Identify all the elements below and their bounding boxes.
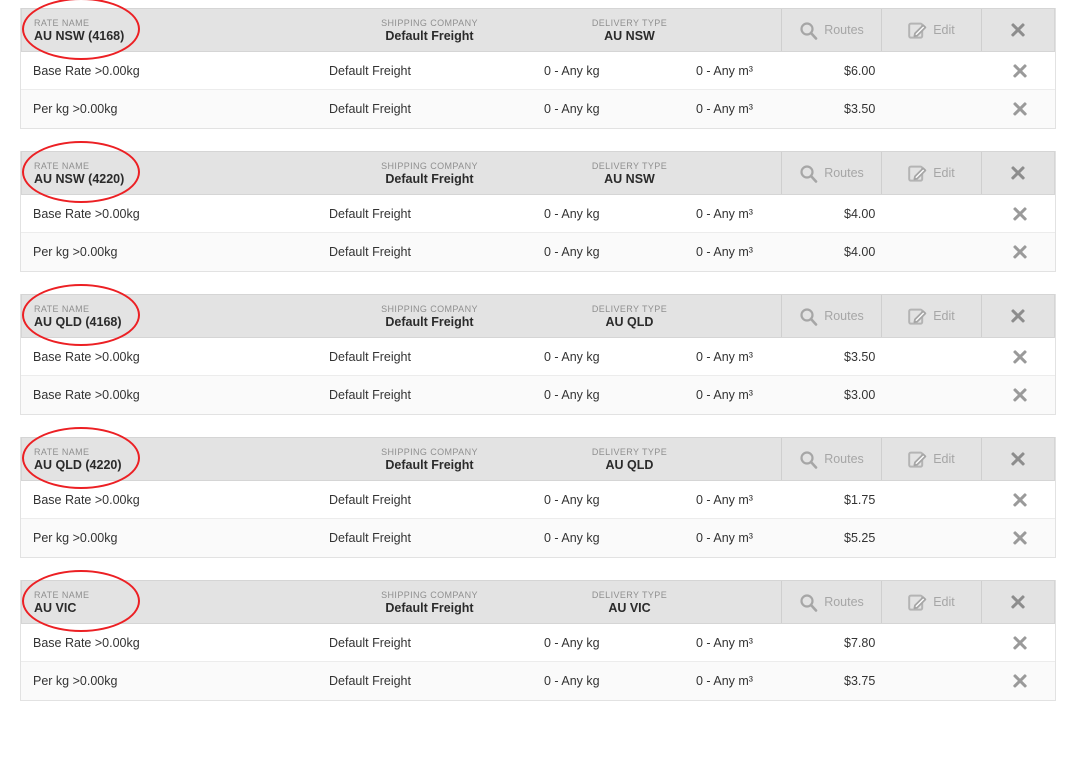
shipping-company-cell xyxy=(322,9,537,51)
edit-button[interactable] xyxy=(881,438,981,480)
rate-group xyxy=(20,151,1056,272)
delete-row-button[interactable] xyxy=(984,492,1055,508)
header-spacer xyxy=(722,581,781,623)
close-x-icon xyxy=(1012,492,1028,508)
shipping-company-value: Default Freight xyxy=(385,600,474,615)
shipping-company-value: Default Freight xyxy=(385,314,474,329)
edit-pencil-icon xyxy=(908,307,927,326)
row-weight-range: 0 - Any kg xyxy=(544,674,600,688)
close-x-icon xyxy=(1012,635,1028,651)
row-rate-name: Per kg >0.00kg xyxy=(33,245,118,259)
rate-group-header xyxy=(21,8,1055,52)
delete-row-button[interactable] xyxy=(984,673,1055,689)
delete-row-button[interactable] xyxy=(984,101,1055,117)
row-rate-name: Base Rate >0.00kg xyxy=(33,492,140,507)
routes-button[interactable] xyxy=(781,295,881,337)
row-rate-name: Per kg >0.00kg xyxy=(33,674,118,688)
row-price: $1.75 xyxy=(844,492,876,507)
table-row xyxy=(21,52,1055,90)
search-icon xyxy=(799,164,818,183)
edit-button-label: Edit xyxy=(933,309,955,323)
row-price: $3.75 xyxy=(844,674,876,688)
edit-pencil-icon xyxy=(908,593,927,612)
row-rate-name: Base Rate >0.00kg xyxy=(33,206,140,221)
row-volume-range: 0 - Any m³ xyxy=(696,388,753,402)
routes-button-label: Routes xyxy=(824,23,864,37)
delivery-type-label: DELIVERY TYPE xyxy=(591,589,668,600)
close-x-icon xyxy=(1010,308,1026,324)
header-spacer xyxy=(722,152,781,194)
close-x-icon xyxy=(1012,673,1028,689)
search-icon xyxy=(799,593,818,612)
table-row xyxy=(21,233,1055,271)
row-price: $6.00 xyxy=(844,63,876,78)
search-icon xyxy=(799,21,818,40)
edit-pencil-icon xyxy=(908,21,927,40)
row-volume-range: 0 - Any m³ xyxy=(696,492,753,507)
row-shipping-company: Default Freight xyxy=(329,492,411,507)
routes-button-label: Routes xyxy=(824,309,864,323)
rate-name-cell xyxy=(22,581,322,623)
close-x-icon xyxy=(1012,244,1028,260)
edit-button[interactable] xyxy=(881,581,981,623)
rate-group xyxy=(20,437,1056,558)
shipping-company-label: SHIPPING COMPANY xyxy=(381,589,478,600)
row-volume-range: 0 - Any m³ xyxy=(696,635,753,650)
delete-row-button[interactable] xyxy=(984,206,1055,222)
edit-pencil-icon xyxy=(908,450,927,469)
row-weight-range: 0 - Any kg xyxy=(544,206,600,221)
rate-group-header xyxy=(21,580,1055,624)
row-weight-range: 0 - Any kg xyxy=(544,102,600,116)
delivery-type-value: AU VIC xyxy=(608,600,651,615)
row-price: $4.00 xyxy=(844,245,876,259)
close-x-icon xyxy=(1012,387,1028,403)
delete-row-button[interactable] xyxy=(984,530,1055,546)
row-price: $3.50 xyxy=(844,102,876,116)
routes-button-label: Routes xyxy=(824,166,864,180)
row-shipping-company: Default Freight xyxy=(329,102,411,116)
delete-row-button[interactable] xyxy=(984,63,1055,79)
close-x-icon xyxy=(1010,594,1026,610)
table-row xyxy=(21,519,1055,557)
routes-button[interactable] xyxy=(781,581,881,623)
shipping-company-cell xyxy=(322,581,537,623)
delivery-type-value: AU QLD xyxy=(605,457,654,472)
rate-group-header xyxy=(21,437,1055,481)
row-rate-name: Per kg >0.00kg xyxy=(33,531,118,545)
delivery-type-value: AU NSW xyxy=(604,28,655,43)
row-weight-range: 0 - Any kg xyxy=(544,245,600,259)
rate-name-cell xyxy=(22,152,322,194)
delivery-type-cell xyxy=(537,295,722,337)
delivery-type-cell xyxy=(537,581,722,623)
rate-group xyxy=(20,580,1056,701)
rate-name-value: AU VIC xyxy=(34,600,77,615)
row-shipping-company: Default Freight xyxy=(329,388,411,402)
delivery-type-label: DELIVERY TYPE xyxy=(591,160,668,171)
row-price: $5.25 xyxy=(844,531,876,545)
rate-name-value: AU NSW (4220) xyxy=(34,171,125,186)
row-rate-name: Base Rate >0.00kg xyxy=(33,635,140,650)
routes-button[interactable] xyxy=(781,9,881,51)
shipping-company-cell xyxy=(322,438,537,480)
row-price: $7.80 xyxy=(844,635,876,650)
table-row xyxy=(21,481,1055,519)
delete-row-button[interactable] xyxy=(984,349,1055,365)
table-row xyxy=(21,624,1055,662)
delivery-type-label: DELIVERY TYPE xyxy=(591,446,668,457)
rate-name-cell xyxy=(22,438,322,480)
edit-button-label: Edit xyxy=(933,452,955,466)
rate-group-header xyxy=(21,294,1055,338)
shipping-company-value: Default Freight xyxy=(385,457,474,472)
row-weight-range: 0 - Any kg xyxy=(544,63,600,78)
row-price: $3.50 xyxy=(844,349,876,364)
row-volume-range: 0 - Any m³ xyxy=(696,531,753,545)
delivery-type-cell xyxy=(537,9,722,51)
rate-groups-list xyxy=(20,8,1056,701)
row-weight-range: 0 - Any kg xyxy=(544,349,600,364)
row-rate-name: Base Rate >0.00kg xyxy=(33,388,140,402)
delivery-type-cell xyxy=(537,152,722,194)
delivery-type-value: AU QLD xyxy=(605,314,654,329)
table-row xyxy=(21,662,1055,700)
rate-group xyxy=(20,294,1056,415)
close-x-icon xyxy=(1010,451,1026,467)
delete-group-button[interactable] xyxy=(981,581,1054,623)
shipping-company-value: Default Freight xyxy=(385,28,474,43)
header-spacer xyxy=(722,438,781,480)
search-icon xyxy=(799,450,818,469)
close-x-icon xyxy=(1010,22,1026,38)
rate-name-cell xyxy=(22,295,322,337)
edit-button[interactable] xyxy=(881,295,981,337)
row-rate-name: Per kg >0.00kg xyxy=(33,102,118,116)
shipping-company-cell xyxy=(322,295,537,337)
rate-name-label: RATE NAME xyxy=(34,303,90,314)
table-row xyxy=(21,195,1055,233)
rate-name-value: AU QLD (4220) xyxy=(34,457,122,472)
row-weight-range: 0 - Any kg xyxy=(544,531,600,545)
close-x-icon xyxy=(1010,165,1026,181)
delivery-type-cell xyxy=(537,438,722,480)
rate-name-label: RATE NAME xyxy=(34,160,90,171)
rate-name-label: RATE NAME xyxy=(34,446,90,457)
table-row xyxy=(21,90,1055,128)
close-x-icon xyxy=(1012,206,1028,222)
table-row xyxy=(21,376,1055,414)
search-icon xyxy=(799,307,818,326)
rate-group xyxy=(20,8,1056,129)
row-price: $3.00 xyxy=(844,388,876,402)
rate-name-value: AU QLD (4168) xyxy=(34,314,122,329)
row-volume-range: 0 - Any m³ xyxy=(696,206,753,221)
row-rate-name: Base Rate >0.00kg xyxy=(33,63,140,78)
shipping-company-label: SHIPPING COMPANY xyxy=(381,160,478,171)
rate-name-value: AU NSW (4168) xyxy=(34,28,125,43)
shipping-company-label: SHIPPING COMPANY xyxy=(381,303,478,314)
edit-button[interactable] xyxy=(881,9,981,51)
row-shipping-company: Default Freight xyxy=(329,349,411,364)
close-x-icon xyxy=(1012,63,1028,79)
shipping-company-cell xyxy=(322,152,537,194)
routes-button-label: Routes xyxy=(824,595,864,609)
close-x-icon xyxy=(1012,101,1028,117)
row-price: $4.00 xyxy=(844,206,876,221)
edit-button-label: Edit xyxy=(933,166,955,180)
row-volume-range: 0 - Any m³ xyxy=(696,102,753,116)
rate-group-header xyxy=(21,151,1055,195)
row-weight-range: 0 - Any kg xyxy=(544,388,600,402)
shipping-company-value: Default Freight xyxy=(385,171,474,186)
delete-group-button[interactable] xyxy=(981,295,1054,337)
routes-button[interactable] xyxy=(781,152,881,194)
row-shipping-company: Default Freight xyxy=(329,531,411,545)
row-shipping-company: Default Freight xyxy=(329,635,411,650)
shipping-company-label: SHIPPING COMPANY xyxy=(381,446,478,457)
delete-row-button[interactable] xyxy=(984,387,1055,403)
delete-row-button[interactable] xyxy=(984,635,1055,651)
edit-pencil-icon xyxy=(908,164,927,183)
delivery-type-value: AU NSW xyxy=(604,171,655,186)
row-shipping-company: Default Freight xyxy=(329,206,411,221)
row-volume-range: 0 - Any m³ xyxy=(696,349,753,364)
delete-group-button[interactable] xyxy=(981,438,1054,480)
delete-row-button[interactable] xyxy=(984,244,1055,260)
header-spacer xyxy=(722,9,781,51)
shipping-company-label: SHIPPING COMPANY xyxy=(381,17,478,28)
close-x-icon xyxy=(1012,530,1028,546)
row-weight-range: 0 - Any kg xyxy=(544,492,600,507)
rate-name-cell xyxy=(22,9,322,51)
table-row xyxy=(21,338,1055,376)
row-shipping-company: Default Freight xyxy=(329,674,411,688)
routes-button[interactable] xyxy=(781,438,881,480)
delete-group-button[interactable] xyxy=(981,9,1054,51)
row-rate-name: Base Rate >0.00kg xyxy=(33,349,140,364)
rate-name-label: RATE NAME xyxy=(34,17,90,28)
row-shipping-company: Default Freight xyxy=(329,245,411,259)
routes-button-label: Routes xyxy=(824,452,864,466)
row-volume-range: 0 - Any m³ xyxy=(696,245,753,259)
delete-group-button[interactable] xyxy=(981,152,1054,194)
row-volume-range: 0 - Any m³ xyxy=(696,63,753,78)
edit-button-label: Edit xyxy=(933,23,955,37)
row-shipping-company: Default Freight xyxy=(329,63,411,78)
close-x-icon xyxy=(1012,349,1028,365)
rate-name-label: RATE NAME xyxy=(34,589,90,600)
row-weight-range: 0 - Any kg xyxy=(544,635,600,650)
header-spacer xyxy=(722,295,781,337)
delivery-type-label: DELIVERY TYPE xyxy=(591,303,668,314)
row-volume-range: 0 - Any m³ xyxy=(696,674,753,688)
edit-button[interactable] xyxy=(881,152,981,194)
delivery-type-label: DELIVERY TYPE xyxy=(591,17,668,28)
edit-button-label: Edit xyxy=(933,595,955,609)
